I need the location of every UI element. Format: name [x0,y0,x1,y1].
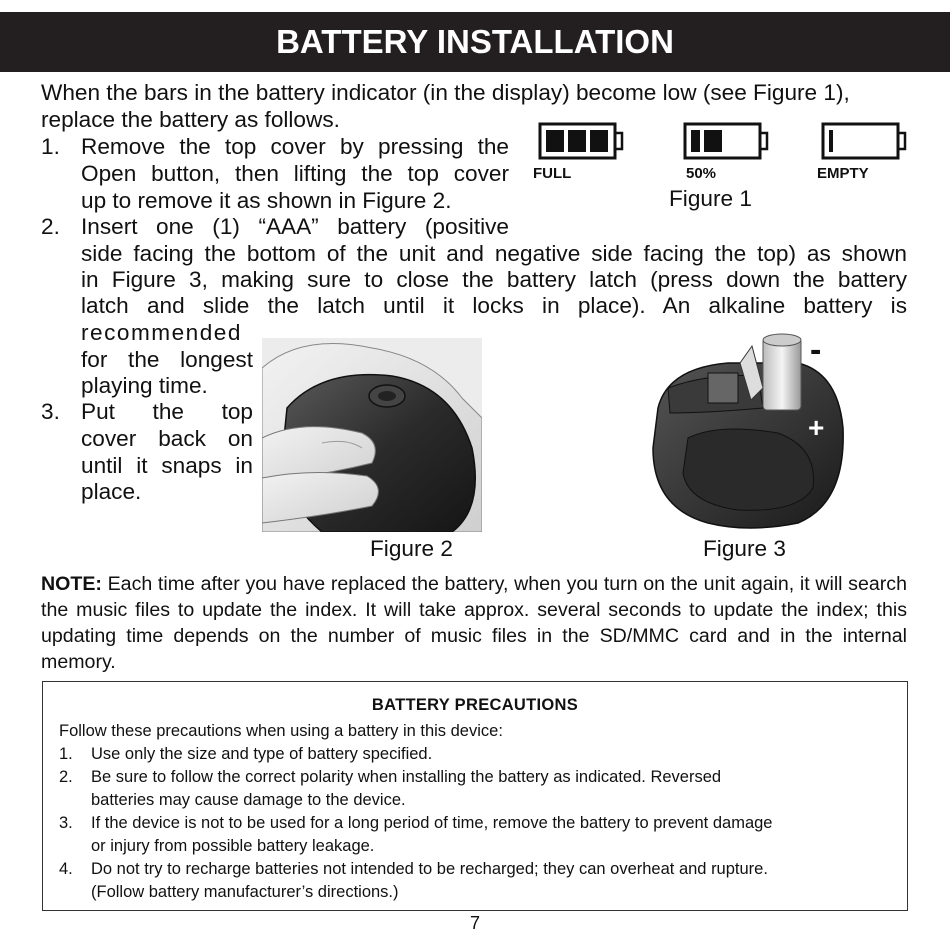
precaution-3-number: 3. [59,814,73,832]
figure-3-caption: Figure 3 [703,536,786,561]
figure-1-caption: Figure 1 [669,186,752,211]
step-3-line-4: place. [81,479,142,504]
battery-half-icon [685,124,767,158]
precaution-4-line-2: (Follow battery manufacturer’s directions.) [91,883,399,901]
figure-2-cover-removal-illustration [262,338,482,532]
battery-empty-icon [823,124,905,158]
page-number: 7 [469,913,480,933]
step-2-line-7: playing time. [81,373,208,398]
step-2-line-4: latch and slide the latch until it locks in place). An alkaline battery is [81,293,907,318]
precaution-1-number: 1. [59,745,73,763]
precautions-title: BATTERY PRECAUTIONS [371,696,579,714]
figure-2-caption: Figure 2 [370,536,453,561]
precautions-intro: Follow these precautions when using a battery in this device: [59,722,503,740]
note-paragraph [41,571,907,675]
step-1-number: 1. [41,134,60,159]
step-3-line-1: Put the top [81,399,253,424]
negative-polarity-symbol: - [810,331,822,369]
positive-polarity-symbol: + [808,412,825,443]
precaution-1-line-1: Use only the size and type of battery specified. [91,745,433,763]
precaution-4-number: 4. [59,860,73,878]
step-1-line-1: Remove the top cover by pressing the [81,134,509,159]
battery-precautions-box [42,681,908,911]
precaution-4-line-1: Do not try to recharge batteries not intended to be recharged; they can overheat and rupture. [91,860,768,878]
battery-label-full: FULL [533,165,572,182]
intro-line-1: When the bars in the battery indicator (in the display) become low (see Figure 1), [41,80,850,105]
step-1-line-3: up to remove it as shown in Figure 2. [81,188,452,213]
step-2-line-6: for the longest [81,347,253,372]
step-3-line-2: cover back on [81,426,253,451]
step-2-line-1: Insert one (1) “AAA” battery (positive [81,214,509,239]
step-3-number: 3. [41,399,60,424]
step-2-line-5: recommended [81,320,242,345]
step-3-line-3: until it snaps in [81,453,253,478]
figure-1-battery-icons [530,118,920,166]
battery-label-empty: EMPTY [817,165,869,182]
step-2-line-3: in Figure 3, making sure to close the battery latch (press down the battery [81,267,907,292]
note-label: NOTE: [41,573,102,595]
battery-label-50: 50% [686,165,717,182]
note-text: Each time after you have replaced the battery, when you turn on the unit again, it will search the music files to update the index. It will take approx. several seconds to update the index; this updating time depends on the number of music files in the SD/MMC card and in the internal memory. [41,573,907,673]
step-1-line-2: Open button, then lifting the top cover [81,161,509,186]
step-2-number: 2. [41,214,60,239]
intro-line-2: replace the battery as follows. [41,107,340,132]
precaution-2-number: 2. [59,768,73,786]
page-title: BATTERY INSTALLATION [0,12,950,72]
precaution-3-line-1: If the device is not to be used for a long period of time, remove the battery to prevent damage [91,814,773,832]
battery-full-icon [540,124,622,158]
precaution-2-line-1: Be sure to follow the correct polarity when installing the battery as indicated. Reversed [91,768,722,786]
precaution-3-line-2: or injury from possible battery leakage. [91,837,375,855]
step-2-line-2: side facing the bottom of the unit and negative side facing the top) as shown [81,241,907,266]
precaution-2-line-2: batteries may cause damage to the device. [91,791,406,809]
